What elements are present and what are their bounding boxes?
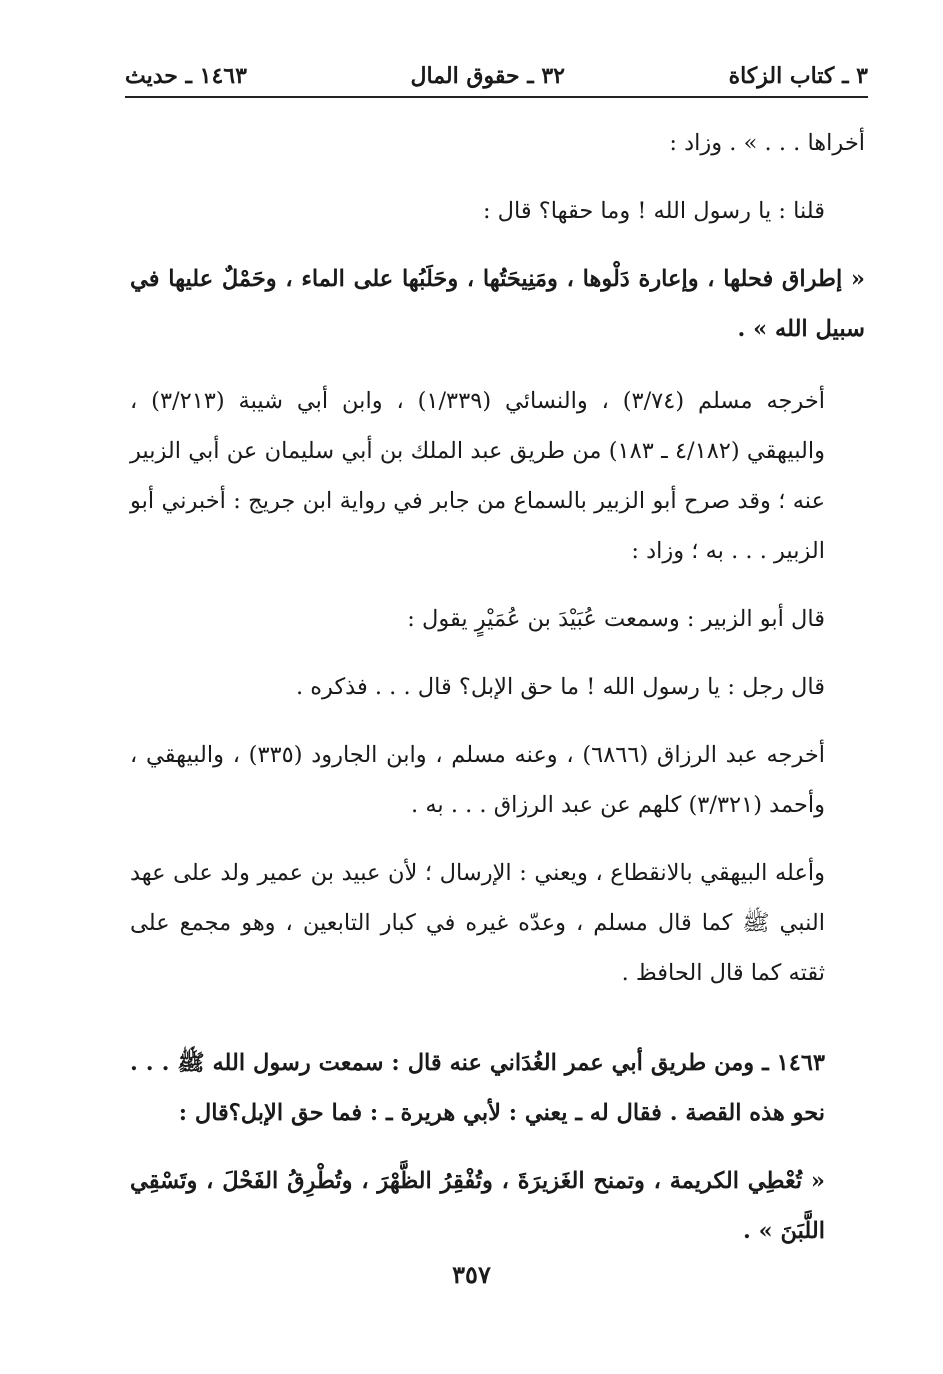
quote-paragraph: « إطراق فحلها ، وإعارة دَلْوها ، ومَنِيحَتُها ، وحَلَبُها على الماء ، وحَمْلٌ عليها في سبيل الله » . <box>130 266 865 342</box>
text-paragraph: قال أبو الزبير : وسمعت عُبَيْدَ بن عُمَيْرٍ يقول : <box>407 606 825 632</box>
hadith-1463-paragraph: ١٤٦٣ ـ ومن طريق أبي عمر الغُدَاني عنه قال : سمعت رسول الله ﷺ . . . نحو هذه القصة . فقال له ـ يعني : لأبي هريرة ـ : فما حق الإبل؟قال : <box>130 1050 825 1126</box>
commentary-paragraph: وأعله البيهقي بالانقطاع ، ويعني : الإرسال ؛ لأن عبيد بن عمير ولد على عهد النبي ﷺ كما قال مسلم ، وعدّه غيره في كبار التابعين ، وهو مجمع على ثقته كما قال الحافظ . <box>130 860 825 986</box>
header-hadith-number: ١٤٦٣ ـ حديث <box>125 63 247 89</box>
header-chapter-title: ٣٢ ـ حقوق المال <box>410 63 565 89</box>
text-paragraph: قلنا : يا رسول الله ! وما حقها؟ قال : <box>482 198 825 224</box>
quote-paragraph: « تُعْطِي الكريمة ، وتمنح الغَزيرَةَ ، وتُفْقِرُ الظَّهْرَ ، وتُطْرِقُ الفَحْلَ ، وتَسْقِي اللَّبَنَ » . <box>130 1168 825 1244</box>
page-body <box>130 118 865 1256</box>
takhrij-paragraph: أخرجه عبد الرزاق (٦٨٦٦) ، وعنه مسلم ، وابن الجارود (٣٣٥) ، والبيهقي ، وأحمد (٣/٣٢١) كلهم عن عبد الرزاق . . . به . <box>130 742 825 818</box>
takhrij-paragraph: أخرجه مسلم (٣/٧٤) ، والنسائي (١/٣٣٩) ، وابن أبي شيبة (٣/٢١٣) ، والبيهقي (٤/١٨٢ ـ ١٨٣) من طريق عبد الملك بن أبي سليمان عن أبي الزبير عنه ؛ وقد صرح أبو الزبير بالسماع من جابر في رواية ابن جريج : أخبرني أبو الزبير . . . به ؛ وزاد : <box>130 388 825 564</box>
header-book-title: ٣ ـ كتاب الزكاة <box>728 63 868 89</box>
running-header <box>125 56 868 98</box>
page-number: ٣٥٧ <box>452 1260 491 1289</box>
text-paragraph: قال رجل : يا رسول الله ! ما حق الإبل؟ قال . . . فذكره . <box>295 674 825 700</box>
text-paragraph: أخراها . . . » . وزاد : <box>669 130 865 156</box>
